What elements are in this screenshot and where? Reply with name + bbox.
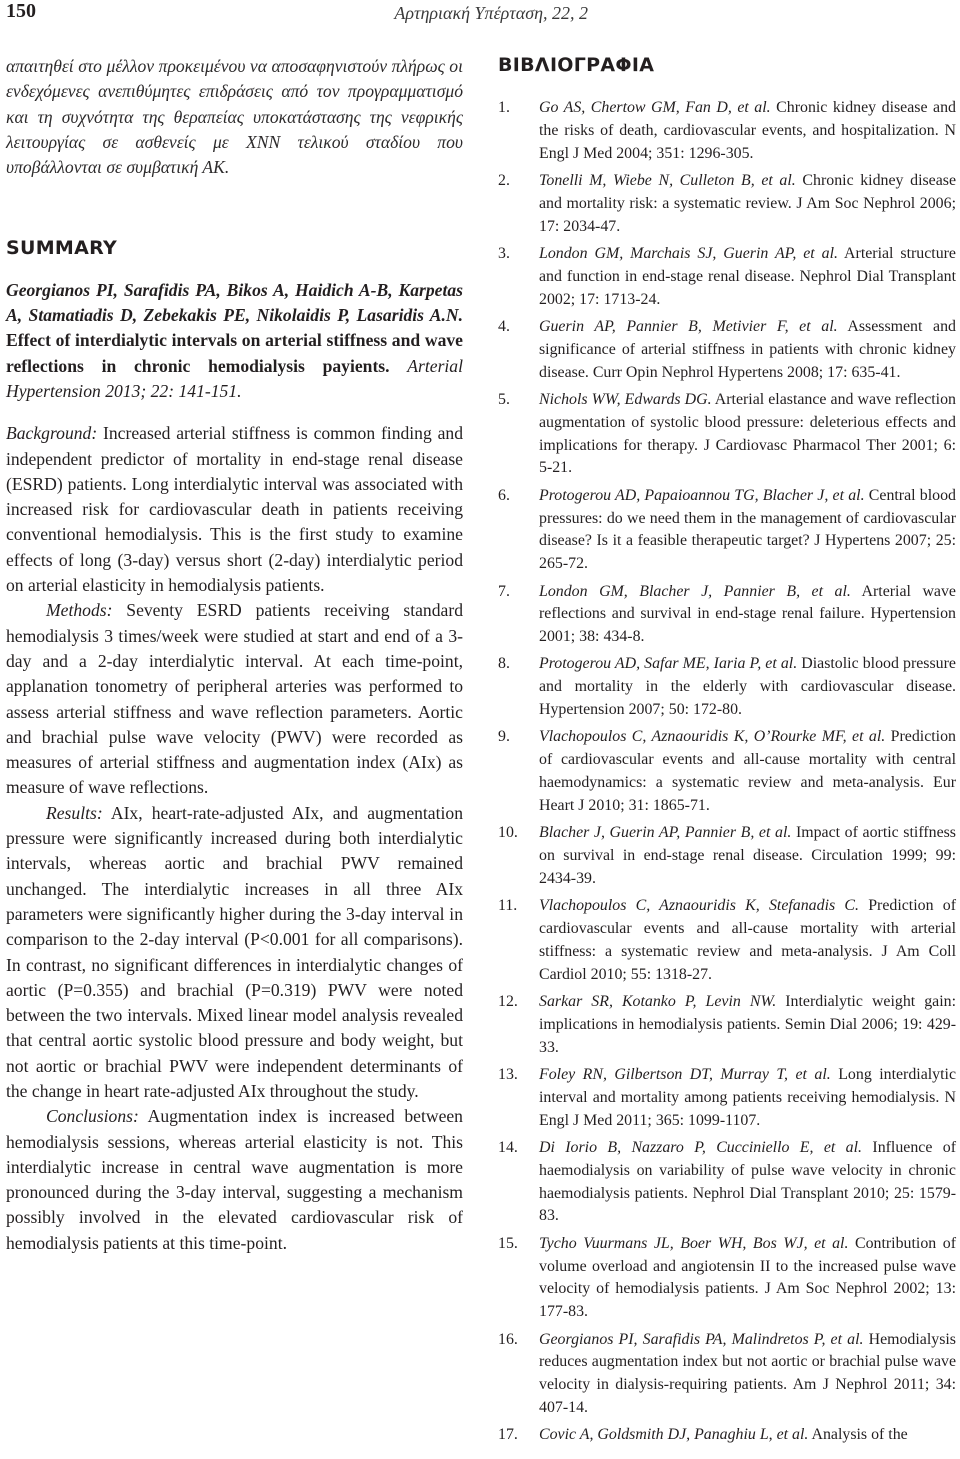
reference-item (498, 653, 956, 721)
reference-item (498, 726, 956, 817)
reference-text: Prediction of cardiovascular events and all-cause mortality with central haemodynamics: a systematic review and meta-analysis. Eur Heart J 2010; 31: 1865-71. (539, 728, 956, 814)
abstract-text: AIx, heart-rate-adjusted AIx, and augmentation pressure were significantly increased during both interdialytic intervals, whereas aortic and brachial PWV remained unchanged. The interdialytic increases in all three AIx parameters were significantly higher during the 3-day interval in comparison to the 2-day interval (P<0.001 for all comparisons). In contrast, no significant differences in interdialytic changes of aortic (P=0.355) and brachial (P=0.319) PWV were noted between the two intervals. Mixed linear model analysis revealed that central aortic systolic blood pressure and body weight, but not aortic or brachial PWV were independent determinants of the change in heart rate-adjusted AIx throughout the study. (6, 802, 463, 1101)
reference-text: Hemodialysis reduces augmentation index but not aortic or brachial pulse wave velocity in dialysis-requiring patients. Am J Nephrol 2011; 34: 407-14. (539, 1330, 956, 1416)
reference-item (498, 485, 956, 576)
abstract-text: Seventy ESRD patients receiving standard hemodialysis 3 times/week were studied at start and end of a 3-day and a 2-day interdialytic interval. At each time-point, applanation tonometry of peripheral arteries was performed to assess arterial stiffness and wave reflection parameters. Aortic and brachial pulse wave velocity (PWV) were recorded as measures of arterial stiffness and augmentation index (AIx) as measure of wave reflections. (6, 600, 463, 798)
reference-item (498, 243, 956, 311)
reference-number: 6. (498, 486, 510, 504)
reference-number: 4. (498, 317, 510, 335)
citation-journal: Arterial Hypertension 2013; 22: 141-151. (6, 355, 463, 401)
reference-text: Chronic kidney disease and the risks of death, cardiovascular events, and hospitalization. N Engl J Med 2004; 351: 1296-305. (539, 99, 956, 162)
reference-text: Arterial wave reflections and survival in end-stage renal failure. Hypertension 2001; 38: 434-8. (539, 582, 956, 646)
page-number: 150 (6, 0, 36, 22)
reference-number: 16. (498, 1330, 518, 1348)
summary-citation (6, 278, 463, 404)
reference-text: Analysis of the (811, 1426, 908, 1444)
abstract-label: Conclusions: (46, 1106, 139, 1127)
reference-authors: London GM, Blacher J, Pannier B, et al. (539, 582, 851, 600)
reference-authors: Nichols WW, Edwards DG. (539, 390, 712, 408)
reference-list (498, 97, 956, 1447)
reference-authors: Blacher J, Guerin AP, Pannier B, et al. (539, 824, 792, 842)
reference-authors: Tycho Vuurmans JL, Boer WH, Bos WJ, et al. (539, 1234, 849, 1252)
reference-text: Diastolic blood pressure and mortality in the elderly with cardiovascular disease. Hypertension 2007; 50: 172-80. (539, 655, 956, 719)
reference-text: Assessment and significance of arterial stiffness in patients with chronic kidney disease. Curr Opin Nephrol Hypertens 2008; 17: 635-41. (539, 317, 956, 381)
reference-authors: Georgianos PI, Sarafidis PA, Malindretos P, et al. (539, 1330, 864, 1348)
greek-paragraph: απαιτηθεί στο μέλλον προκειμένου να αποσαφηνιστούν πλήρως οι ενδεχόμενες ανεπιθύμητες επιδράσεις από τον προγραμματισμό και τη συχνότητα της θεραπείας υποκατάστασης της νεφρικής λειτουργίας σε ασθενείς με ΧΝΝ τελικού σταδίου που υποβάλλονται σε συμβατική ΑΚ. (6, 56, 463, 178)
reference-number: 11. (498, 897, 518, 915)
reference-text: Prediction of cardiovascular events and all-cause mortality with arterial stiffness: a systematic review and meta-analysis. J Am Coll Cardiol 2010; 55: 1318-27. (539, 897, 956, 983)
abstract-conclusions (6, 1104, 463, 1256)
references-heading: ΒΙΒΛΙΟΓΡΑΦΙΑ (498, 54, 655, 76)
reference-text: Long interdialytic interval and mortality among patients receiving hemodialysis. N Engl J Med 2011; 365: 1099-1107. (539, 1066, 956, 1129)
reference-item (498, 1233, 956, 1324)
reference-number: 7. (498, 582, 510, 600)
reference-authors: Tonelli M, Wiebe N, Culleton B, et al. (539, 171, 796, 189)
reference-item (498, 316, 956, 384)
reference-item (498, 895, 956, 986)
reference-item (498, 170, 956, 238)
reference-authors: Vlachopoulos C, Aznaouridis K, Stefanadis C. (539, 897, 859, 915)
abstract-text: Augmentation index is increased between hemodialysis sessions, whereas arterial elasticity is not. This interdialytic increase in central wave augmentation is more pronounced during the 3-day interval, suggesting a mechanism possibly involved in the elevated cardiovascular risk of hemodialysis patients at this time-point. (6, 1106, 463, 1253)
reference-number: 3. (498, 244, 510, 262)
reference-number: 10. (498, 824, 518, 842)
reference-text: Central blood pressures: do we need them in the management of cardiovascular disease? Is it a feasible therapeutic target? J Hypertens 2007; 25: 265-72. (539, 486, 956, 573)
reference-item (498, 581, 956, 649)
reference-number: 9. (498, 728, 510, 746)
running-head: Αρτηριακή Υπέρταση, 22, 2 (394, 3, 588, 23)
reference-text: Arterial structure and function in end-stage renal disease. Nephrol Dial Transplant 2002; 17: 1713-24. (539, 244, 956, 308)
reference-authors: London GM, Marchais SJ, Guerin AP, et al. (539, 244, 838, 262)
reference-number: 13. (498, 1066, 518, 1083)
right-column (498, 54, 956, 1452)
reference-authors: Sarkar SR, Kotanko P, Levin NW. (539, 993, 777, 1011)
reference-text: Interdialytic weight gain: implications in hemodialysis patients. Semin Dial 2006; 19: 429-33. (539, 993, 956, 1056)
abstract-background (6, 421, 463, 598)
reference-text: Arterial elastance and wave reflection augmentation of systolic blood pressure: deleterious effects and implications for therapy. J Cardiovasc Pharmacol Ther 2001; 6: 5-21. (539, 390, 956, 477)
reference-number: 15. (498, 1234, 518, 1252)
summary-heading: SUMMARY (6, 237, 118, 260)
abstract-methods (6, 598, 463, 800)
reference-item (498, 1329, 956, 1420)
reference-authors: Vlachopoulos C, Aznaouridis K, O’Rourke MF, et al. (539, 728, 886, 746)
citation-authors: Georgianos PI, Sarafidis PA, Bikos A, Haidich A-B, Karpetas A, Stamatiadis D, Zebekakis PE, Nikolaidis P, Lasaridis A.N. (6, 279, 463, 326)
abstract-label: Results: (46, 802, 103, 823)
reference-item (498, 97, 956, 165)
reference-item (498, 1424, 956, 1447)
reference-item (498, 389, 956, 480)
abstract-results (6, 801, 463, 1105)
reference-number: 2. (498, 171, 510, 189)
reference-authors: Foley RN, Gilbertson DT, Murray T, et al. (539, 1066, 831, 1083)
reference-number: 12. (498, 993, 518, 1011)
citation-title: Effect of interdialytic intervals on arterial stiffness and wave reflections in chronic hemodialysis payients. (6, 330, 463, 376)
reference-authors: Protogerou AD, Papaioannou TG, Blacher J, et al. (539, 486, 865, 504)
reference-number: 1. (498, 99, 510, 116)
reference-number: 5. (498, 390, 510, 408)
reference-text: Contribution of volume overload and angiotensin II to the increased pulse wave velocity of hemodialysis patients. J Am Soc Nephrol 2002; 13: 177-83. (539, 1234, 956, 1321)
reference-item (498, 822, 956, 890)
reference-item (498, 1137, 956, 1228)
reference-text: Impact of aortic stiffness on survival in end-stage renal disease. Circulation 1999; 99: 2434-39. (539, 824, 956, 887)
reference-item (498, 991, 956, 1059)
abstract-label: Methods: (46, 600, 113, 621)
reference-text: Influence of haemodialysis on variability of pulse wave velocity in chronic haemodialysis patients. Nephrol Dial Transplant 2010; 25: 1579-83. (539, 1138, 956, 1225)
reference-authors: Di Iorio B, Nazzaro P, Cucciniello E, et al. (539, 1138, 863, 1156)
reference-authors: Protogerou AD, Safar ME, Iaria P, et al. (539, 655, 798, 673)
reference-authors: Go AS, Chertow GM, Fan D, et al. (539, 99, 771, 116)
reference-number: 8. (498, 655, 510, 673)
reference-authors: Guerin AP, Pannier B, Metivier F, et al. (539, 317, 838, 335)
abstract-text: Increased arterial stiffness is common finding and independent predictor of mortality in end-stage renal disease (ESRD) patients. Long interdialytic interval was associated with increased risk for cardiovascular death in patients receiving conventional hemodialysis. This is the first study to examine effects of long (3-day) versus short (2-day) interdialytic period on arterial elasticity in hemodialysis patients. (6, 423, 463, 596)
left-column (6, 54, 463, 1256)
reference-number: 17. (498, 1426, 518, 1444)
abstract-label: Background: (6, 423, 98, 444)
reference-text: Chronic kidney disease and mortality risk: a systematic review. J Am Soc Nephrol 2006; 17: 2034-47. (539, 171, 957, 235)
reference-authors: Covic A, Goldsmith DJ, Panaghiu L, et al. (539, 1426, 809, 1444)
reference-item (498, 1064, 956, 1132)
reference-number: 14. (498, 1138, 518, 1156)
